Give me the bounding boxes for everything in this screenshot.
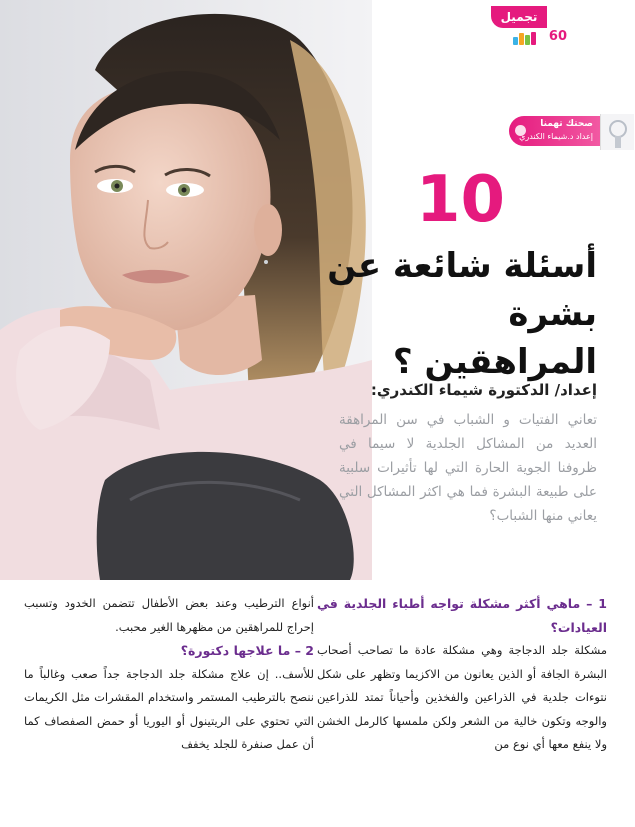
question-2-body: للأسف.. إن علاج مشكلة جلد الدجاجة جداً صعب وغالباً ما ننصح بالترطيب المستمر واستخدام المقشرات مثل الكريمات التي تحتوي على الريتينول أو اليوريا أو حمض الصفصاف كما أن عمل صنفرة للجلد يخفف <box>24 666 314 751</box>
headline-number: 10 <box>415 163 505 237</box>
article-intro: تعاني الفتيات و الشباب في سن المراهقة العديد من المشاكل الجلدية لا سيما في ظروفنا الجوية الحارة التي لها تأثيرات سلبية على طبيعة البشرة فما هي اكثر المشاكل التي يعاني منها الشباب؟ <box>339 412 597 524</box>
magazine-logo <box>513 31 537 45</box>
question-1-title: 1 – ماهي أكثر مشكلة تواجه أطباء الجلدية في العيادات؟ <box>317 596 607 635</box>
column-author: إعداد د.شيماء الكندري <box>519 132 593 141</box>
teen-girl-portrait-image <box>0 0 372 580</box>
body-column-right <box>317 592 607 812</box>
column-title: صحتك تهمنا <box>540 119 593 129</box>
cover-photo <box>0 0 372 580</box>
question-2-title: 2 – ما علاجها دكتورة؟ <box>180 643 314 658</box>
stethoscope-icon <box>600 114 634 150</box>
section-tag <box>491 6 547 28</box>
question-1-continued: أنواع الترطيب وعند بعض الأطفال تتضمن الخدود وتسبب إحراج للمراهقين من مظهرها الغير محبب. <box>24 596 314 634</box>
section-label: تجميل <box>500 10 538 24</box>
question-1-body: مشكلة جلد الدجاجة وهي مشكلة عادة ما تصاحب أصحاب البشرة الجافة أو الذين يعانون من الاكزيما وتظهر على شكل نتوءات جلدية في الذراعين والفخذين وأحياناً تمتد للذراعين والوجه وتكون خالية من الشعر ولكن ملمسها كالرمل الخشن ولا ينفع معها أي نوع من <box>317 643 607 751</box>
article-headline: أسئلة شائعة عن بشرة المراهقين ؟ <box>327 246 597 382</box>
column-badge <box>509 116 601 146</box>
body-column-left <box>24 592 314 812</box>
article-byline: إعداد/ الدكتورة شيماء الكندري: <box>370 381 597 399</box>
page-number: 60 <box>548 29 567 44</box>
